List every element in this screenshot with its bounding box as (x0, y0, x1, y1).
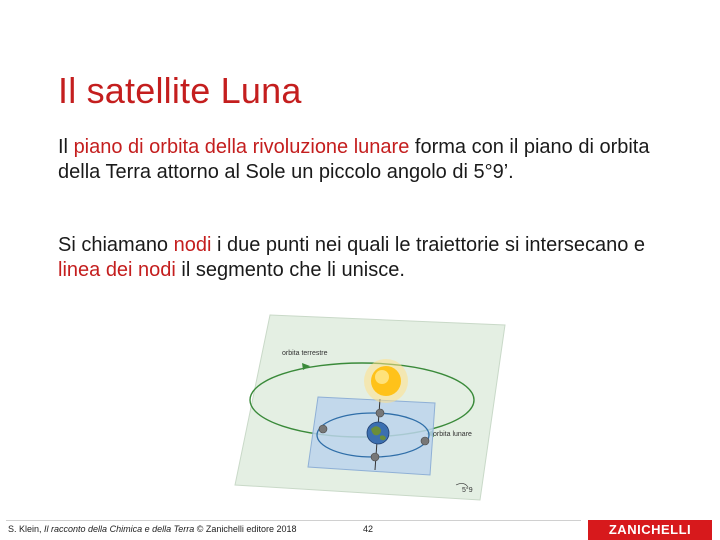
orbit-diagram (230, 305, 510, 505)
highlight-line-of-nodes: linea dei nodi (58, 259, 176, 281)
footer-credit (8, 524, 296, 534)
paragraph-text: forma con il piano di orbita della Terra attorno al Sole un piccolo angolo di 5°9’. (58, 136, 650, 183)
page-number: 42 (363, 524, 374, 534)
slide-title: Il satellite Luna (58, 70, 302, 111)
footer-publisher: © Zanichelli editore 2018 (194, 524, 297, 534)
moon-icon (371, 453, 379, 461)
footer-divider (6, 520, 581, 521)
label-lunar-orbit: orbita lunare (433, 431, 472, 438)
angle-label: 5°9 (462, 487, 473, 494)
footer-author: S. Klein, (8, 524, 45, 534)
publisher-logo: ZANICHELLI (588, 520, 712, 540)
label-earth-orbit: orbita terrestre (282, 350, 328, 357)
highlight-nodes: nodi (173, 234, 212, 256)
footer-book-title: Il racconto della Chimica e della Terra (44, 524, 195, 534)
paragraph-orbit-plane (58, 135, 658, 185)
highlight-lunar-orbit-plane: piano di orbita della rivoluzione lunare (73, 136, 410, 158)
moon-icon (319, 425, 327, 433)
paragraph-text: il segmento che li unisce. (175, 259, 405, 281)
paragraph-text: Il (58, 136, 74, 158)
moon-icon (376, 409, 384, 417)
paragraph-text: i due punti nei quali le traiettorie si intersecano e (211, 234, 646, 256)
paragraph-nodes (58, 233, 658, 283)
paragraph-text: Si chiamano (58, 234, 174, 256)
moon-icon (421, 437, 429, 445)
sun-icon (364, 359, 408, 403)
